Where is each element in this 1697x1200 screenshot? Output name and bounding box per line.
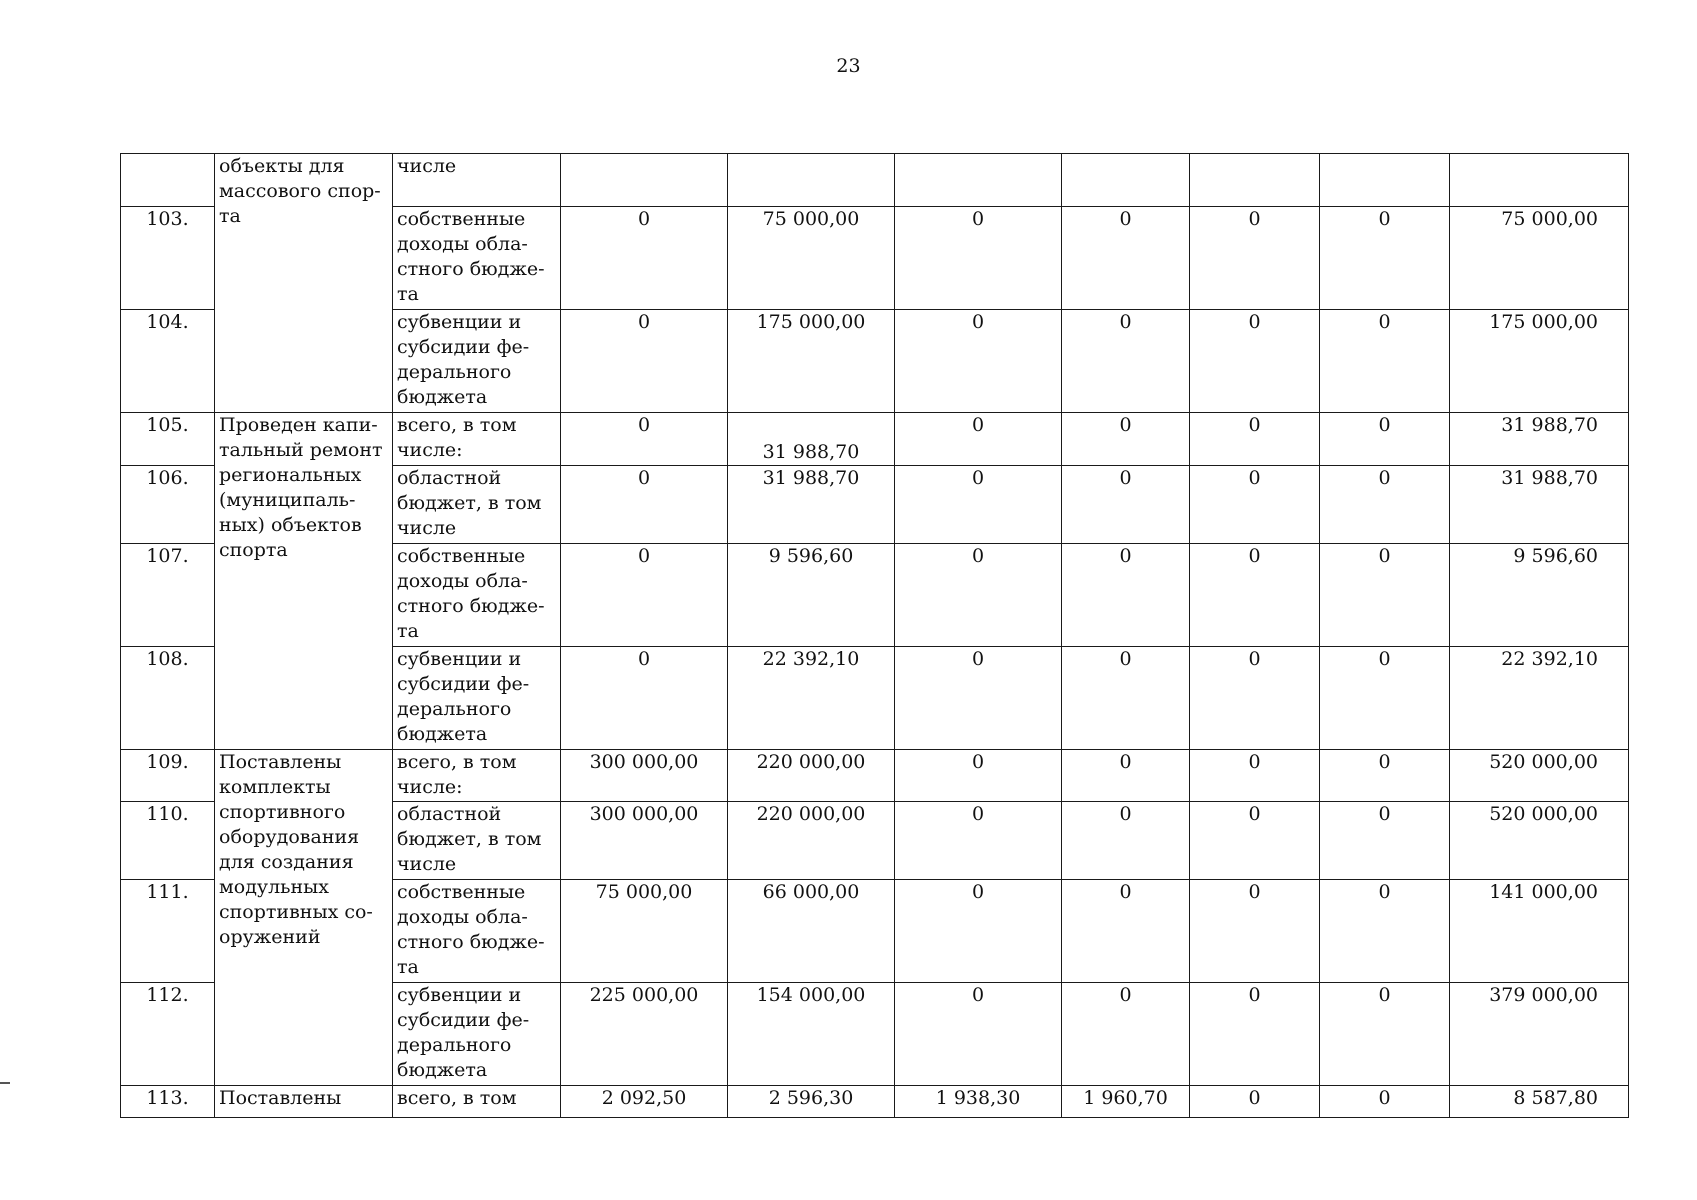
page-number: 23 [836,55,861,77]
value-cell: 9 596,60 [728,544,895,647]
value-cell: 0 [895,750,1062,802]
row-source: всего, в том числе: [393,750,561,802]
value-cell: 0 [1320,413,1450,466]
row-number: 108. [121,647,215,750]
row-source: собственные доходы обла-стного бюдже-та [393,880,561,983]
row-number: 106. [121,466,215,544]
value-cell: 220 000,00 [728,802,895,880]
value-cell: 0 [1190,880,1320,983]
row-description: объекты для массового спор-та [215,154,393,413]
value-cell: 0 [895,983,1062,1086]
value-cell: 31 988,70 [728,413,895,466]
value-cell [728,154,895,207]
table-row [121,413,1629,466]
row-source: областной бюджет, в том числе [393,466,561,544]
value-cell: 22 392,10 [728,647,895,750]
row-number: 104. [121,310,215,413]
value-cell: 154 000,00 [728,983,895,1086]
value-cell: 0 [1320,750,1450,802]
value-cell: 0 [1062,413,1190,466]
row-number: 110. [121,802,215,880]
value-cell: 0 [895,802,1062,880]
value-cell: 0 [1320,1086,1450,1118]
row-number [121,154,215,207]
value-cell [1062,154,1190,207]
total-cell: 31 988,70 [1450,466,1629,544]
value-cell: 0 [1320,880,1450,983]
row-number: 111. [121,880,215,983]
value-cell: 0 [1190,647,1320,750]
value-cell: 0 [561,207,728,310]
total-cell: 379 000,00 [1450,983,1629,1086]
value-cell: 0 [895,207,1062,310]
value-cell: 0 [1320,544,1450,647]
value-cell: 75 000,00 [728,207,895,310]
value-cell: 75 000,00 [561,880,728,983]
value-cell: 0 [1190,1086,1320,1118]
value-cell: 0 [1062,466,1190,544]
total-cell: 141 000,00 [1450,880,1629,983]
value-cell: 0 [895,647,1062,750]
total-cell: 75 000,00 [1450,207,1629,310]
value-cell [895,154,1062,207]
value-cell: 0 [1062,207,1190,310]
value-cell: 225 000,00 [561,983,728,1086]
value-cell: 0 [1062,544,1190,647]
value-cell: 0 [895,544,1062,647]
total-cell: 175 000,00 [1450,310,1629,413]
value-cell: 2 596,30 [728,1086,895,1118]
row-number: 105. [121,413,215,466]
value-cell: 1 960,70 [1062,1086,1190,1118]
value-cell: 0 [1320,647,1450,750]
value-cell: 0 [1320,466,1450,544]
row-source: субвенции и субсидии фе-дерального бюджета [393,983,561,1086]
value-cell: 0 [1062,880,1190,983]
value-cell: 0 [1190,466,1320,544]
row-description: Проведен капи-тальный ремонт региональных (муниципаль-ных) объектов спорта [215,413,393,750]
value-cell: 0 [895,466,1062,544]
row-description: Поставлены комплекты спортивного оборудования для создания модульных спортивных со-оружений [215,750,393,1086]
total-cell: 31 988,70 [1450,413,1629,466]
table-row [121,1086,1629,1118]
value-cell: 0 [1062,750,1190,802]
value-cell [561,154,728,207]
value-cell: 31 988,70 [728,466,895,544]
value-cell: 0 [561,310,728,413]
budget-table [120,153,1629,1118]
value-cell: 300 000,00 [561,802,728,880]
value-cell: 0 [895,880,1062,983]
row-number: 103. [121,207,215,310]
row-source: всего, в том [393,1086,561,1118]
row-source: числе [393,154,561,207]
table-row [121,154,1629,207]
value-cell: 0 [1320,310,1450,413]
value-cell: 0 [1190,802,1320,880]
value-cell: 300 000,00 [561,750,728,802]
value-cell [1320,154,1450,207]
row-source: субвенции и субсидии фе-дерального бюджета [393,310,561,413]
value-cell: 0 [1062,983,1190,1086]
total-cell: 22 392,10 [1450,647,1629,750]
value-cell: 0 [561,413,728,466]
value-cell: 0 [1190,544,1320,647]
value-cell: 0 [1320,983,1450,1086]
total-cell: 520 000,00 [1450,802,1629,880]
table-row [121,750,1629,802]
value-cell: 0 [1190,207,1320,310]
value-cell: 0 [1190,413,1320,466]
row-number: 112. [121,983,215,1086]
value-cell: 0 [1190,983,1320,1086]
margin-tick [0,1082,10,1084]
value-cell: 0 [1062,802,1190,880]
row-number: 109. [121,750,215,802]
row-number: 107. [121,544,215,647]
value-cell: 1 938,30 [895,1086,1062,1118]
value-cell: 0 [1320,802,1450,880]
value-cell: 0 [561,647,728,750]
row-source: всего, в том числе: [393,413,561,466]
value-cell: 0 [895,413,1062,466]
value-cell: 0 [895,310,1062,413]
value-cell: 2 092,50 [561,1086,728,1118]
value-cell [1190,154,1320,207]
row-source: собственные доходы обла-стного бюдже-та [393,544,561,647]
value-cell: 0 [1062,310,1190,413]
row-source: областной бюджет, в том числе [393,802,561,880]
row-number: 113. [121,1086,215,1118]
total-cell: 8 587,80 [1450,1086,1629,1118]
value-cell: 66 000,00 [728,880,895,983]
total-cell: 9 596,60 [1450,544,1629,647]
value-cell: 0 [1062,647,1190,750]
value-cell: 0 [1190,750,1320,802]
value-cell: 0 [561,544,728,647]
value-cell: 0 [1320,207,1450,310]
value-cell: 220 000,00 [728,750,895,802]
row-description: Поставлены [215,1086,393,1118]
total-cell [1450,154,1629,207]
value-cell: 175 000,00 [728,310,895,413]
row-source: субвенции и субсидии фе-дерального бюджета [393,647,561,750]
row-source: собственные доходы обла-стного бюдже-та [393,207,561,310]
value-cell: 0 [561,466,728,544]
total-cell: 520 000,00 [1450,750,1629,802]
value-cell: 0 [1190,310,1320,413]
